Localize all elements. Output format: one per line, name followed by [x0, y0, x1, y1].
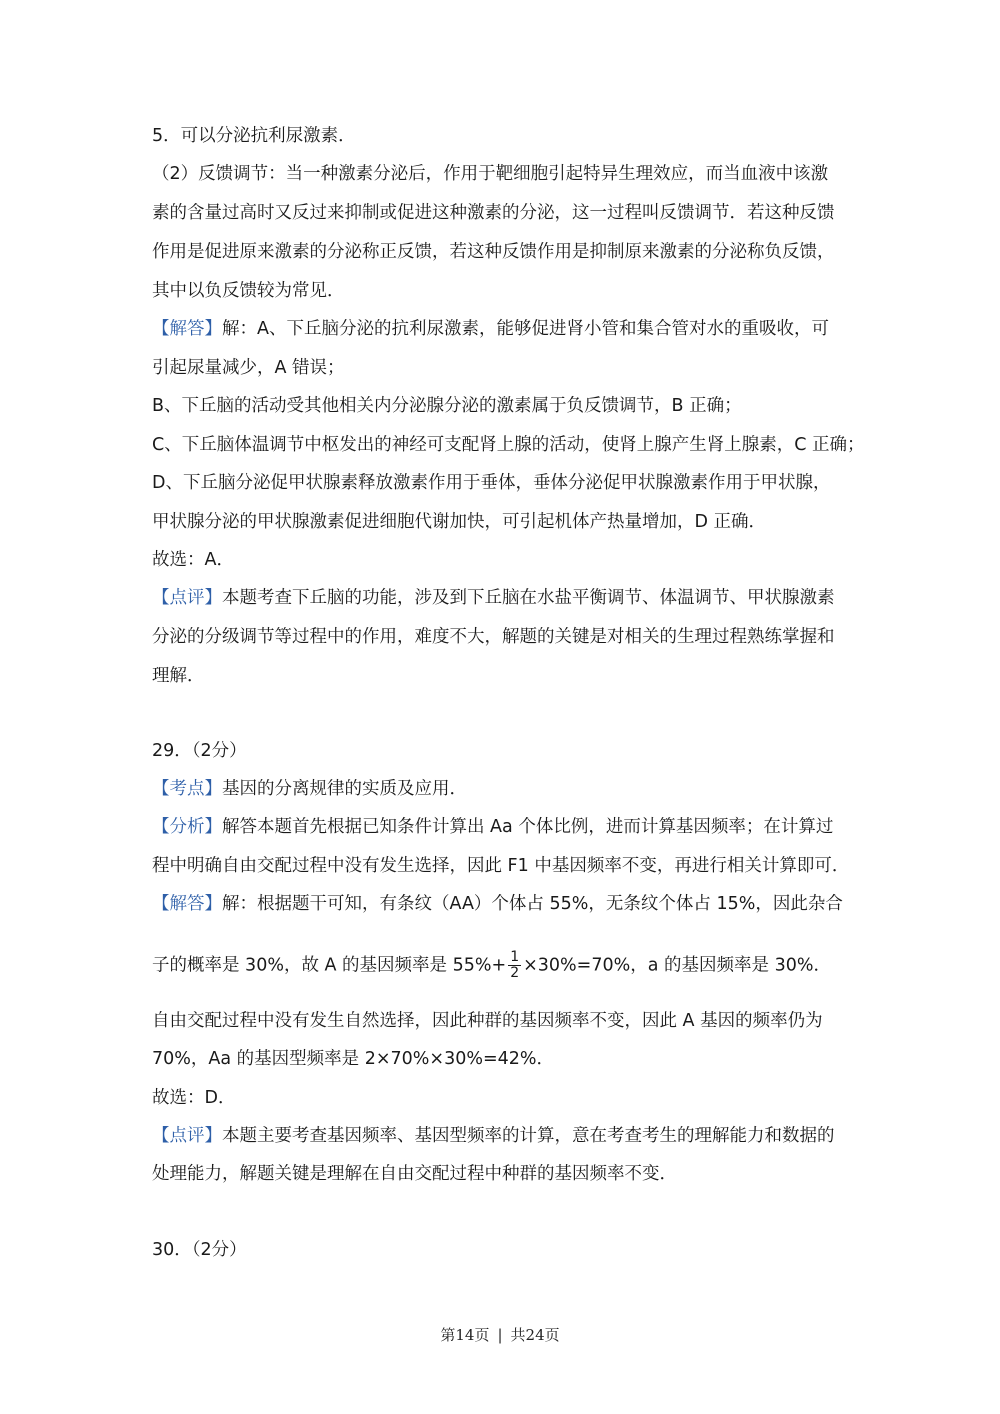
analysis-text: 解答本题首先根据已知条件计算出 Aa 个体比例，进而计算基因频率；在计算过 [222, 817, 834, 837]
knowledge-line [152, 777, 467, 801]
text-line: 其中以负反馈较为常见． [152, 281, 345, 301]
comment-text: 本题考查下丘脑的功能，涉及到下丘脑在水盐平衡调节、体温调节、甲状腺激素 [222, 588, 835, 608]
footer-separator: | [497, 1326, 503, 1344]
choice-line: 故选：D． [152, 1088, 236, 1108]
formula-text-b: ×30%=70%，a 的基因频率是 30%． [523, 955, 831, 976]
text-line: 分泌的分级调节等过程中的作用，难度不大，解题的关键是对相关的生理过程熟练掌握和 [152, 627, 835, 647]
knowledge-text: 基因的分离规律的实质及应用． [222, 779, 467, 799]
text-line: 自由交配过程中没有发生自然选择，因此种群的基因频率不变，因此 A 基因的频率仍为 [152, 1011, 823, 1031]
choice-line: 故选：A． [152, 550, 234, 570]
answer-tag: 【解答】 [152, 319, 222, 339]
text-line: D、下丘脑分泌促甲状腺素释放激素作用于垂体，垂体分泌促甲状腺激素作用于甲状腺， [152, 473, 831, 493]
text-line: 程中明确自由交配过程中没有发生选择，因此 F1 中基因频率不变，再进行相关计算即可． [152, 856, 850, 876]
answer-text: 解：根据题干可知，有条纹（AA）个体占 55%，无条纹个体占 15%，因此杂合 [222, 894, 843, 914]
text-line: B、下丘脑的活动受其他相关内分泌腺分泌的激素属于负反馈调节，B 正确； [152, 396, 742, 416]
fraction-numerator: 1 [510, 949, 520, 965]
comment-tag: 【点评】 [152, 588, 222, 608]
text-line: C、下丘脑体温调节中枢发出的神经可支配肾上腺的活动，使肾上腺产生肾上腺素，C 正确； [152, 435, 865, 455]
text-line: 理解． [152, 666, 205, 686]
page-footer [0, 1324, 1000, 1345]
analysis-tag: 【分析】 [152, 817, 222, 837]
analysis-line [152, 815, 833, 839]
page-number: 第14页 [440, 1326, 490, 1344]
comment-line [152, 1124, 835, 1148]
text-line: 引起尿量减少，A 错误； [152, 358, 345, 378]
text-line: 70%，Aa 的基因型频率是 2×70%×30%=42%． [152, 1049, 555, 1069]
text-line: （2）反馈调节：当一种激素分泌后，作用于靶细胞引起特异生理效应，而当血液中该激 [152, 164, 829, 184]
formula-line [152, 950, 831, 981]
fraction [508, 950, 521, 981]
formula-text-a: 子的概率是 30%，故 A 的基因频率是 55%+ [152, 955, 507, 976]
answer-line [152, 892, 843, 916]
text-line: 甲状腺分泌的甲状腺激素促进细胞代谢加快，可引起机体产热量增加，D 正确． [152, 512, 767, 532]
answer-tag: 【解答】 [152, 894, 222, 914]
knowledge-tag: 【考点】 [152, 779, 222, 799]
text-line: 处理能力，解题关键是理解在自由交配过程中种群的基因频率不变． [152, 1164, 677, 1184]
question-header: 29．（2分） [152, 741, 247, 761]
answer-line [152, 317, 829, 341]
comment-text: 本题主要考查基因频率、基因型频率的计算，意在考查考生的理解能力和数据的 [222, 1126, 835, 1146]
text-line: 素的含量过高时又反过来抑制或促进这种激素的分泌，这一过程叫反馈调节．若这种反馈 [152, 203, 835, 223]
comment-tag: 【点评】 [152, 1126, 222, 1146]
question-header: 30．（2分） [152, 1240, 247, 1260]
text-line: 5．可以分泌抗利尿激素． [152, 126, 356, 146]
text-line: 作用是促进原来激素的分泌称正反馈，若这种反馈作用是抑制原来激素的分泌称负反馈， [152, 242, 835, 262]
fraction-denominator: 2 [510, 965, 520, 981]
comment-line [152, 586, 835, 610]
page-total: 共24页 [510, 1326, 560, 1344]
answer-text: 解：A、下丘脑分泌的抗利尿激素，能够促进肾小管和集合管对水的重吸收，可 [222, 319, 829, 339]
